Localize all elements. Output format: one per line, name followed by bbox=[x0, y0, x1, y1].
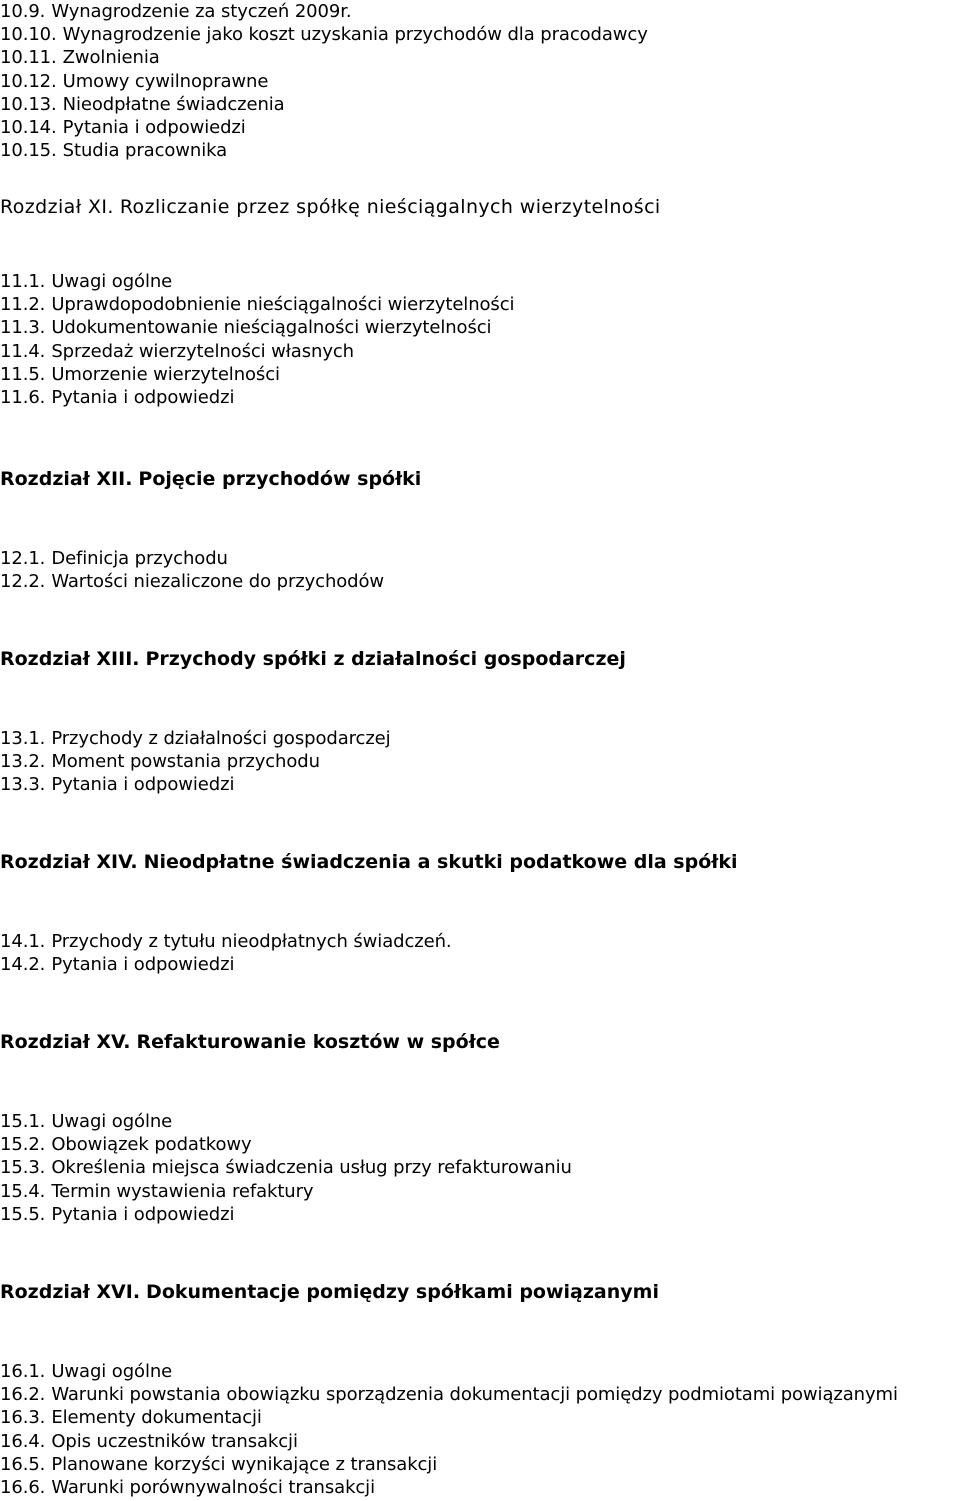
section-number: 11.1. bbox=[0, 271, 46, 292]
section-number: 11.2. bbox=[0, 294, 46, 316]
chapter-label: Rozdział XII. bbox=[0, 468, 133, 490]
section-title: Pytania i odpowiedzi bbox=[51, 1203, 235, 1225]
section-number: 12.1. bbox=[0, 548, 46, 569]
list-item bbox=[0, 1133, 572, 1156]
list-item bbox=[0, 23, 648, 46]
section-title: Obowiązek podatkowy bbox=[51, 1134, 252, 1156]
section-list bbox=[0, 270, 514, 409]
list-item bbox=[0, 1406, 898, 1429]
section-title: Definicja przychodu bbox=[51, 548, 228, 569]
section-title: Warunki porównywalności transakcji bbox=[51, 1476, 375, 1498]
list-item bbox=[0, 316, 514, 339]
list-item bbox=[0, 270, 514, 293]
section-number: 13.1. bbox=[0, 728, 46, 749]
list-item bbox=[0, 930, 452, 953]
list-item bbox=[0, 293, 514, 316]
section-title: Umowy cywilnoprawne bbox=[62, 70, 269, 92]
section-list bbox=[0, 1360, 898, 1499]
list-item bbox=[0, 1156, 572, 1179]
section-title: Warunki powstania obowiązku sporządzenia dokumentacji pomiędzy podmiotami powiązanymi bbox=[51, 1384, 898, 1406]
section-title: Określenia miejsca świadczenia usług przy refakturowaniu bbox=[51, 1157, 572, 1179]
list-item bbox=[0, 116, 648, 139]
section-list bbox=[0, 0, 648, 162]
section-title: Sprzedaż wierzytelności własnych bbox=[51, 340, 354, 362]
section-title: Uwagi ogólne bbox=[51, 1361, 173, 1382]
list-item bbox=[0, 1476, 898, 1499]
section-title: Moment powstania przychodu bbox=[51, 751, 320, 773]
section-number: 10.12. bbox=[0, 70, 57, 92]
chapter-title: Pojęcie przychodów spółki bbox=[138, 468, 422, 490]
section-number: 15.5. bbox=[0, 1203, 46, 1225]
section-title: Uwagi ogólne bbox=[51, 271, 173, 292]
section-title: Termin wystawienia refaktury bbox=[51, 1180, 314, 1202]
list-item bbox=[0, 1453, 898, 1476]
chapter-label: Rozdział XVI. bbox=[0, 1281, 141, 1303]
chapter-heading bbox=[0, 647, 626, 671]
section-number: 16.4. bbox=[0, 1430, 46, 1452]
section-list bbox=[0, 1110, 572, 1226]
chapter-title: Rozliczanie przez spółkę nieściągalnych wierzytelności bbox=[119, 196, 661, 218]
list-item bbox=[0, 93, 648, 116]
section-number: 16.3. bbox=[0, 1407, 46, 1429]
list-item bbox=[0, 0, 648, 23]
list-item bbox=[0, 1110, 572, 1133]
section-number: 16.5. bbox=[0, 1453, 46, 1475]
section-number: 15.4. bbox=[0, 1180, 46, 1202]
list-item bbox=[0, 727, 391, 750]
section-number: 15.2. bbox=[0, 1134, 46, 1156]
section-number: 15.3. bbox=[0, 1157, 46, 1179]
section-number: 11.3. bbox=[0, 317, 46, 339]
section-number: 10.9. bbox=[0, 1, 46, 22]
section-number: 10.14. bbox=[0, 116, 57, 138]
section-title: Udokumentowanie nieściągalności wierzytelności bbox=[51, 317, 492, 339]
list-item bbox=[0, 1203, 572, 1226]
list-item bbox=[0, 953, 452, 976]
section-title: Pytania i odpowiedzi bbox=[51, 386, 235, 408]
section-number: 14.1. bbox=[0, 931, 46, 952]
section-number: 11.5. bbox=[0, 363, 46, 385]
section-title: Planowane korzyści wynikające z transakcji bbox=[51, 1453, 438, 1475]
list-item bbox=[0, 363, 514, 386]
section-number: 14.2. bbox=[0, 954, 46, 976]
section-number: 11.4. bbox=[0, 340, 46, 362]
section-number: 12.2. bbox=[0, 571, 46, 593]
section-title: Pytania i odpowiedzi bbox=[51, 954, 235, 976]
list-item bbox=[0, 1360, 898, 1383]
list-item bbox=[0, 46, 648, 69]
list-item bbox=[0, 70, 648, 93]
chapter-heading bbox=[0, 467, 421, 491]
section-title: Wynagrodzenie za styczeń 2009r. bbox=[51, 1, 352, 22]
section-number: 13.3. bbox=[0, 774, 46, 796]
section-title: Uprawdopodobnienie nieściągalności wierzytelności bbox=[51, 294, 515, 316]
list-item bbox=[0, 1383, 898, 1406]
chapter-label: Rozdział XIII. bbox=[0, 648, 140, 670]
section-number: 10.15. bbox=[0, 140, 57, 162]
chapter-title: Dokumentacje pomiędzy spółkami powiązanymi bbox=[146, 1281, 659, 1303]
section-title: Pytania i odpowiedzi bbox=[62, 116, 246, 138]
section-number: 10.11. bbox=[0, 47, 57, 69]
chapter-heading bbox=[0, 850, 737, 874]
section-number: 15.1. bbox=[0, 1111, 46, 1132]
list-item bbox=[0, 340, 514, 363]
chapter-heading bbox=[0, 1030, 500, 1054]
section-title: Elementy dokumentacji bbox=[51, 1407, 262, 1429]
chapter-title: Refakturowanie kosztów w spółce bbox=[136, 1031, 500, 1053]
section-title: Pytania i odpowiedzi bbox=[51, 774, 235, 796]
chapter-label: Rozdział XIV. bbox=[0, 851, 138, 873]
chapter-heading bbox=[0, 1280, 659, 1304]
list-item bbox=[0, 1430, 898, 1453]
section-title: Przychody z tytułu nieodpłatnych świadczeń. bbox=[51, 931, 452, 952]
section-number: 16.1. bbox=[0, 1361, 46, 1382]
section-title: Nieodpłatne świadczenia bbox=[62, 93, 285, 115]
section-title: Zwolnienia bbox=[62, 47, 160, 69]
list-item bbox=[0, 773, 391, 796]
chapter-title: Przychody spółki z działalności gospodarczej bbox=[145, 648, 626, 670]
section-number: 10.10. bbox=[0, 24, 57, 46]
list-item bbox=[0, 139, 648, 162]
section-list bbox=[0, 547, 384, 593]
section-number: 13.2. bbox=[0, 751, 46, 773]
section-number: 10.13. bbox=[0, 93, 57, 115]
section-list bbox=[0, 727, 391, 797]
list-item bbox=[0, 750, 391, 773]
section-title: Wynagrodzenie jako koszt uzyskania przychodów dla pracodawcy bbox=[62, 24, 648, 46]
section-number: 16.6. bbox=[0, 1476, 46, 1498]
section-list bbox=[0, 930, 452, 976]
section-title: Studia pracownika bbox=[62, 140, 228, 162]
section-title: Wartości niezaliczone do przychodów bbox=[51, 571, 385, 593]
list-item bbox=[0, 547, 384, 570]
list-item bbox=[0, 1180, 572, 1203]
chapter-label: Rozdział XI. bbox=[0, 196, 114, 218]
section-title: Umorzenie wierzytelności bbox=[51, 363, 280, 385]
list-item bbox=[0, 570, 384, 593]
section-title: Opis uczestników transakcji bbox=[51, 1430, 298, 1452]
chapter-label: Rozdział XV. bbox=[0, 1031, 131, 1053]
list-item bbox=[0, 386, 514, 409]
section-title: Uwagi ogólne bbox=[51, 1111, 173, 1132]
chapter-title: Nieodpłatne świadczenia a skutki podatkowe dla spółki bbox=[143, 851, 738, 873]
chapter-heading bbox=[0, 195, 661, 219]
section-number: 16.2. bbox=[0, 1384, 46, 1406]
section-number: 11.6. bbox=[0, 386, 46, 408]
section-title: Przychody z działalności gospodarczej bbox=[51, 728, 391, 749]
